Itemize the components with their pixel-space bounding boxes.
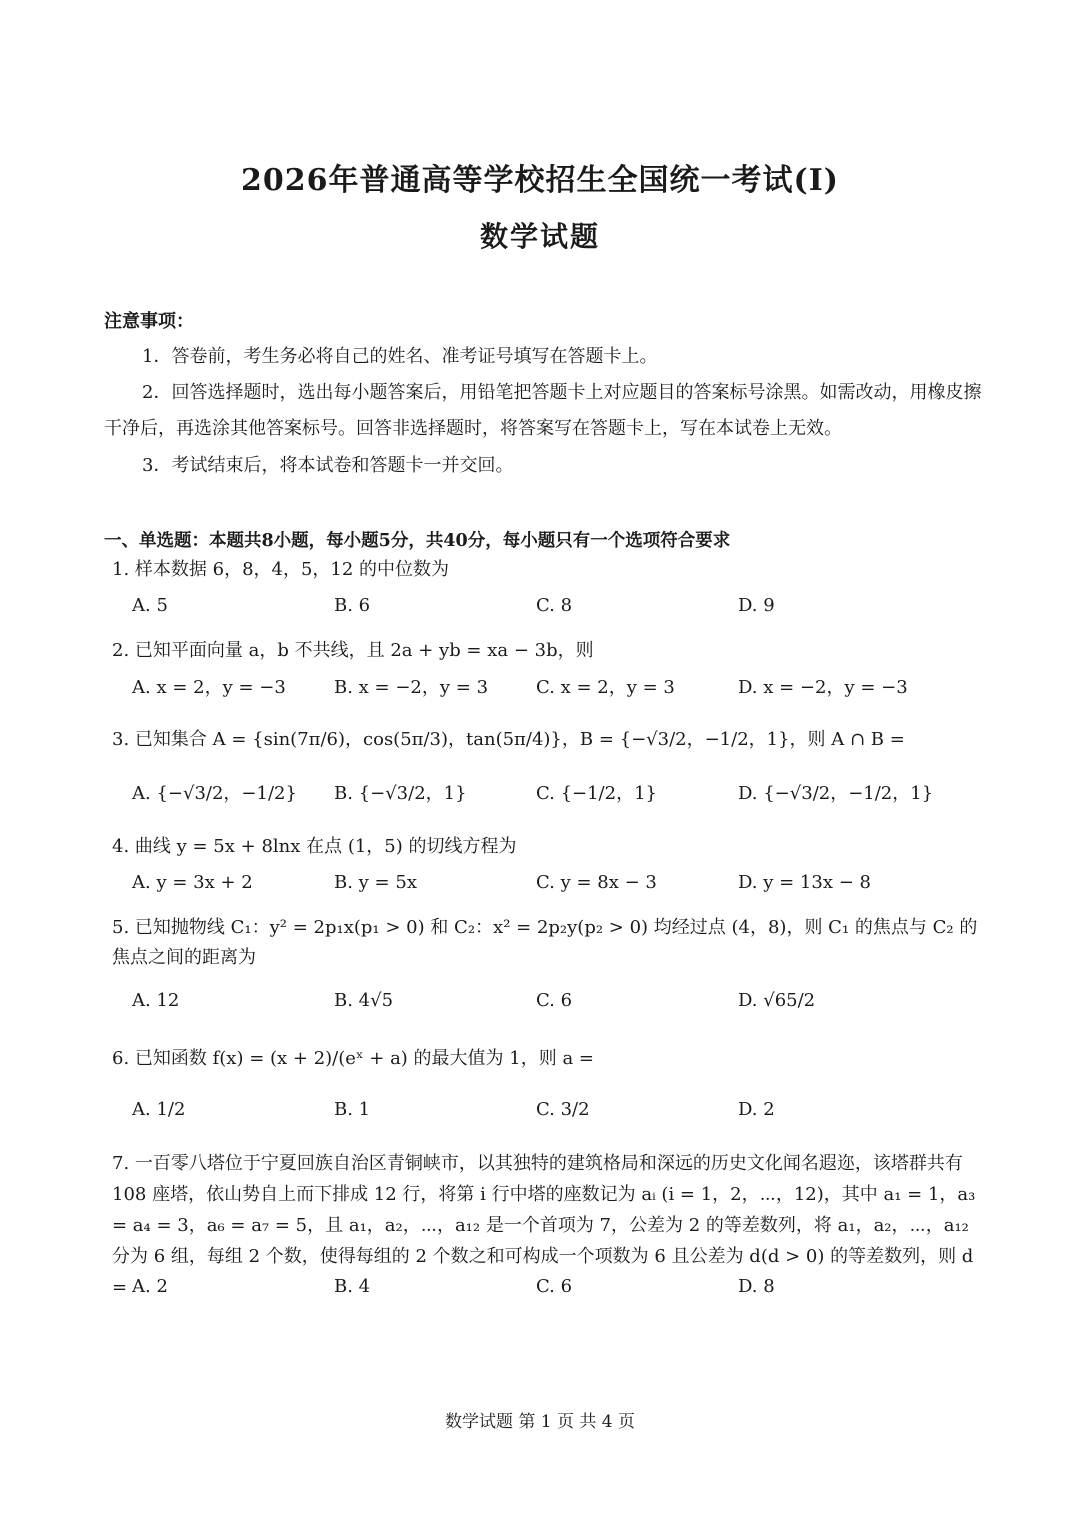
option-a: A. 1/2 [132,1098,186,1120]
option-c: C. 3/2 [536,1098,590,1120]
option-d: D. 9 [738,594,775,616]
notice-item-text: 3．考试结束后，将本试卷和答题卡一并交回。 [142,455,514,476]
notice-item-text: 1．答卷前，考生务必将自己的姓名、准考证号填写在答题卡上。 [142,346,658,367]
option-c: C. x = 2，y = 3 [536,677,675,698]
option-c: C. y = 8x − 3 [536,871,657,893]
question-5-options [132,980,982,1020]
option-a: A. {−√3/2，−1/2} [132,783,297,804]
option-a: A. 5 [132,594,168,616]
question-6-options [132,1089,982,1129]
option-b: B. {−√3/2，1} [334,783,467,804]
exam-subtitle: 数学试题 [479,220,600,253]
option-d: D. 8 [738,1275,775,1297]
question-7-stem: 7. 一百零八塔位于宁夏回族自治区青铜峡市，以其独特的建筑格局和深远的历史文化闻名遐迩，该塔群共有 108 座塔，依山势自上而下排成 12 行，将第 i 行中塔的座数记为 aᵢ (i = 1，2，⋯，12)，其中 a₁ = 1，a₃ = a₄ = 3，a₆ = a₇ = 5，且 a₁，a₂，⋯，a₁₂ 是一个首项为 7，公差为 2 的等差数列，将 a₁，a₂，⋯，a₁₂ 分为 6 组，每组 2 个数，使得每组的 2 个数之和可构成一个项数为 6 且公差为 d(d > 0) 的等差数列，则 d = [112,1153,976,1298]
option-a: A. y = 3x + 2 [132,871,253,893]
question-3-options [132,772,982,812]
notice-heading: 注意事项： [104,311,194,332]
question-2-options [132,666,982,706]
option-b: B. y = 5x [334,871,417,893]
option-b: B. 1 [334,1098,371,1120]
question-2-stem: 2. 已知平面向量 a，b 不共线，且 2a + yb = xa − 3b，则 [112,640,594,661]
option-c: C. 6 [536,989,573,1011]
section-heading: 一、单选题：本题共8小题，每小题5分，共40分，每小题只有一个选项符合要求 [104,531,731,551]
notice-item-1 [104,339,984,375]
option-d: D. √65/2 [738,989,816,1011]
option-a: A. 12 [132,989,180,1011]
option-d: D. x = −2，y = −3 [738,677,908,698]
notice-item-2 [104,375,984,447]
page-footer: 数学试题 第 1 页 共 4 页 [444,1412,636,1432]
option-d: D. y = 13x − 8 [738,871,871,893]
option-c: C. 6 [536,1275,573,1297]
option-b: B. x = −2，y = 3 [334,677,489,698]
notice-item-3 [104,448,984,484]
question-4-stem: 4. 曲线 y = 5x + 8lnx 在点 (1，5) 的切线方程为 [112,836,517,857]
option-b: B. 4 [334,1275,371,1297]
option-a: A. 2 [132,1275,168,1297]
question-7-options [132,1266,982,1306]
option-d: D. {−√3/2，−1/2，1} [738,783,934,804]
notice-item-text: 2．回答选择题时，选出每小题答案后，用铅笔把答题卡上对应题目的答案标号涂黑。如需改动，用橡皮擦干净后，再选涂其他答案标号。回答非选择题时，将答案写在答题卡上，写在本试卷上无效。 [104,382,982,439]
option-d: D. 2 [738,1098,775,1120]
question-5-stem: 5. 已知抛物线 C₁：y² = 2p₁x(p₁ > 0) 和 C₂：x² = 2p₂y(p₂ > 0) 均经过点 (4，8)，则 C₁ 的焦点与 C₂ 的焦点之间的距离为 [112,917,978,968]
option-c: C. 8 [536,594,573,616]
option-b: B. 6 [334,594,371,616]
option-c: C. {−1/2，1} [536,783,657,804]
option-a: A. x = 2，y = −3 [132,677,286,698]
exam-title: 2026年普通高等学校招生全国统一考试(I) [241,163,839,198]
question-1-options [132,585,982,625]
question-6-stem: 6. 已知函数 f(x) = (x + 2)/(eˣ + a) 的最大值为 1，则 a = [112,1048,594,1069]
question-3-stem: 3. 已知集合 A = {sin(7π/6)，cos(5π/3)，tan(5π/4)}，B = {−√3/2，−1/2，1}，则 A ∩ B = [112,729,905,750]
question-4-options [132,862,982,902]
option-b: B. 4√5 [334,989,394,1011]
question-1-stem: 1. 样本数据 6，8，4，5，12 的中位数为 [112,559,450,580]
